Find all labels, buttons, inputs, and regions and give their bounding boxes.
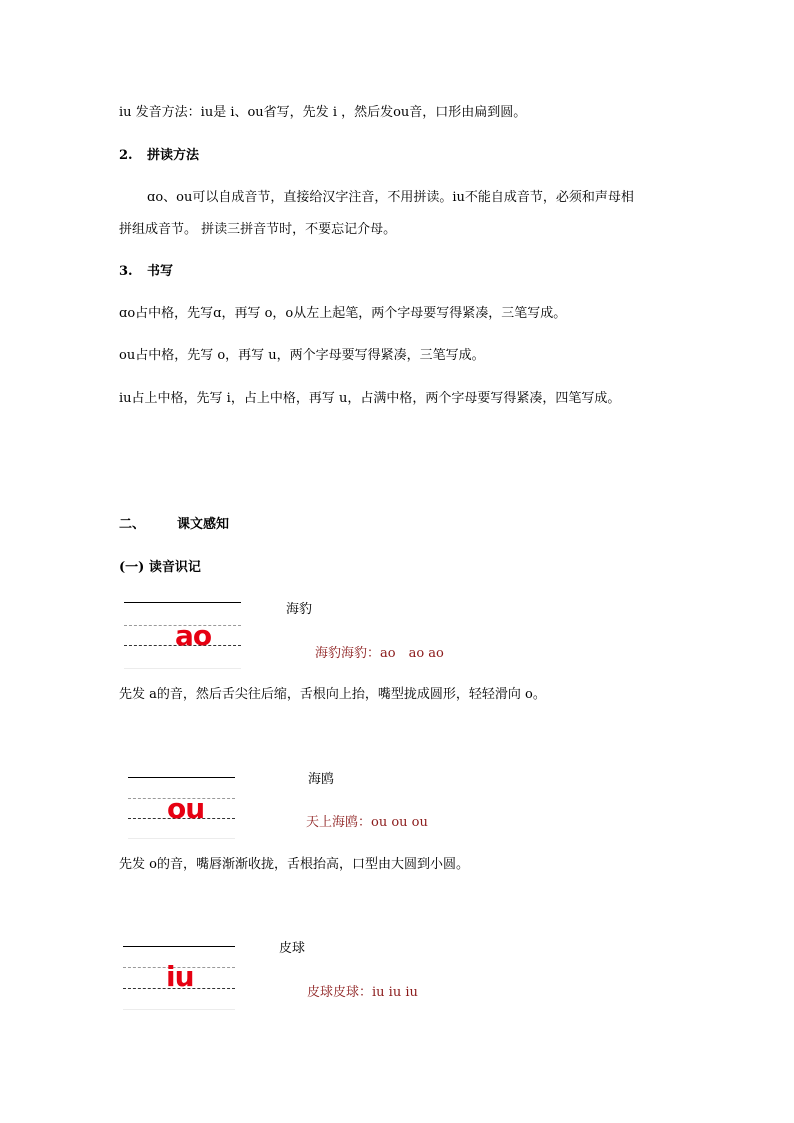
heading-3-number: 3. <box>119 264 133 279</box>
writing-iu: iu占上中格，先写 i，占上中格，再写 u，占满中格，两个字母要写得紧凑，四笔写成。 <box>119 391 621 406</box>
chant-ou: 天上海鸥：ou ou ou <box>306 815 428 830</box>
four-line-grid-iu <box>123 946 235 1010</box>
section-title: 课文感知 <box>177 517 230 532</box>
pinyin-letters-ou: ou <box>167 792 205 825</box>
heading-2-number: 2. <box>119 148 133 163</box>
four-line-grid-ao <box>124 602 241 670</box>
subsection-title: (一) 读音识记 <box>119 560 201 575</box>
chant-iu: 皮球皮球：iu iu iu <box>307 985 418 1000</box>
pinyin-letters-ao: ao <box>175 619 212 652</box>
paragraph-line-1: ɑo、ou可以自成音节，直接给汉字注音，不用拼读。iu不能自成音节，必须和声母相 <box>147 190 634 205</box>
word-haiou: 海鸥 <box>308 772 335 787</box>
paragraph-line-2: 拼组成音节。 拼读三拼音节时，不要忘记介母。 <box>119 222 397 237</box>
pinyin-letters-iu: iu <box>166 960 194 993</box>
description-ou: 先发 o的音，嘴唇渐渐收拢，舌根抬高，口型由大圆到小圆。 <box>119 857 469 872</box>
writing-ou: ou占中格，先写 o，再写 u，两个字母要写得紧凑，三笔写成。 <box>119 348 485 363</box>
word-haibao: 海豹 <box>286 602 313 617</box>
iu-pronunciation-method: iu 发音方法：iu是 i、ou省写，先发 i ，然后发ou音，口形由扁到圆。 <box>119 105 527 120</box>
heading-2-title: 拼读方法 <box>147 148 200 163</box>
heading-3-title: 书写 <box>147 264 174 279</box>
section-number: 二、 <box>119 517 146 532</box>
word-piqiu: 皮球 <box>279 941 306 956</box>
description-ao: 先发 a的音，然后舌尖往后缩，舌根向上抬，嘴型拢成圆形，轻轻滑向 o。 <box>119 687 546 702</box>
chant-ao: 海豹海豹：ao ao ao <box>315 646 444 661</box>
four-line-grid-ou <box>128 777 235 839</box>
writing-ao: ɑo占中格，先写ɑ，再写 o，o从左上起笔，两个字母要写得紧凑，三笔写成。 <box>119 306 567 321</box>
